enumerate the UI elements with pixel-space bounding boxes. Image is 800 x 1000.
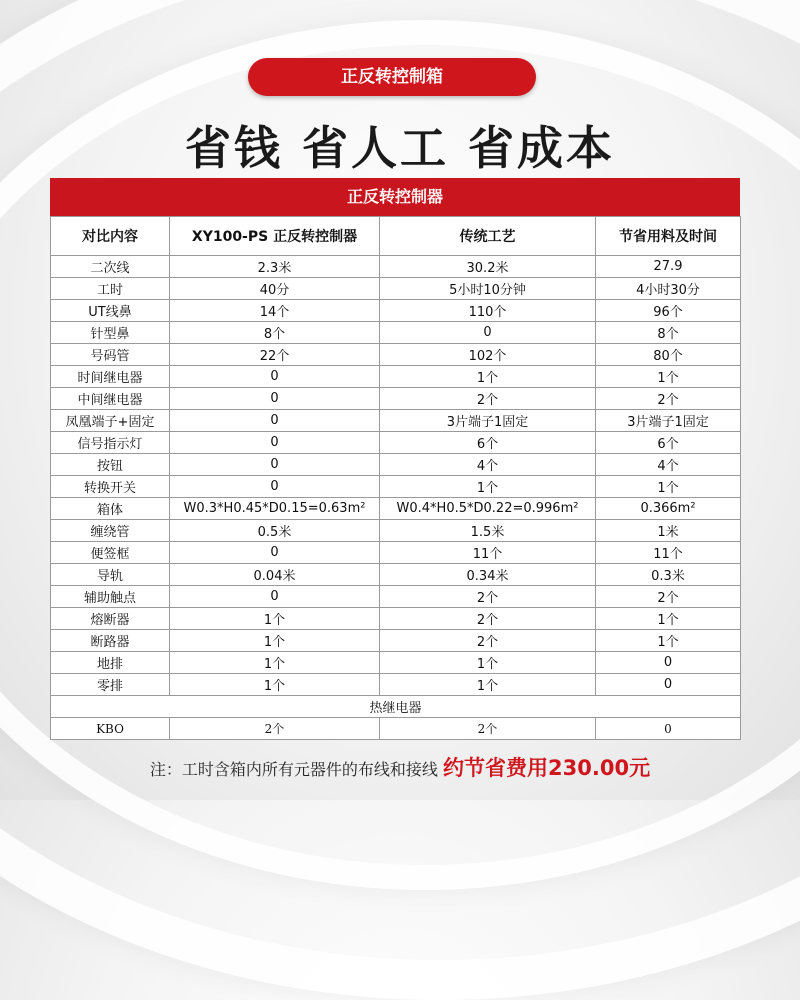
table-cell: 3片端子1固定 bbox=[380, 410, 596, 432]
table-cell: 8个 bbox=[596, 322, 741, 344]
table-cell: 1个 bbox=[170, 630, 380, 652]
table-cell: 1.5米 bbox=[380, 520, 596, 542]
table-cell: 1个 bbox=[380, 652, 596, 674]
table-cell: 1个 bbox=[596, 476, 741, 498]
table-cell: 22个 bbox=[170, 344, 380, 366]
table-cell: 0 bbox=[170, 432, 380, 454]
table-cell: 二次线 bbox=[51, 256, 170, 278]
table-cell: 0.5米 bbox=[170, 520, 380, 542]
table-row bbox=[51, 718, 741, 740]
table-row bbox=[51, 432, 741, 454]
table-row bbox=[51, 498, 741, 520]
table-cell: 箱体 bbox=[51, 498, 170, 520]
table-cell: 0 bbox=[170, 366, 380, 388]
table-cell: 11个 bbox=[596, 542, 741, 564]
table-cell: 2个 bbox=[596, 586, 741, 608]
table-cell: 0 bbox=[596, 674, 741, 696]
table-cell: 80个 bbox=[596, 344, 741, 366]
table-cell: 0 bbox=[596, 718, 741, 740]
column-header: 节省用料及时间 bbox=[596, 217, 741, 256]
table-cell: 1个 bbox=[380, 674, 596, 696]
table-row bbox=[51, 278, 741, 300]
table-cell: 转换开关 bbox=[51, 476, 170, 498]
table-cell: 0.34米 bbox=[380, 564, 596, 586]
table-cell: W0.4*H0.5*D0.22=0.996m² bbox=[380, 498, 596, 520]
table-cell: 1个 bbox=[380, 476, 596, 498]
column-header: 传统工艺 bbox=[380, 217, 596, 256]
table-cell: 2个 bbox=[380, 718, 596, 740]
table-row bbox=[51, 366, 741, 388]
table-cell: 便签框 bbox=[51, 542, 170, 564]
table-row bbox=[51, 322, 741, 344]
table-cell: 14个 bbox=[170, 300, 380, 322]
savings-highlight: 约节省费用230.00元 bbox=[443, 756, 651, 780]
table-row bbox=[51, 586, 741, 608]
table-cell: 中间继电器 bbox=[51, 388, 170, 410]
section-row bbox=[51, 696, 741, 718]
table-cell: 102个 bbox=[380, 344, 596, 366]
table-cell: 1个 bbox=[170, 652, 380, 674]
footnote bbox=[0, 752, 800, 782]
table-cell: 0 bbox=[596, 652, 741, 674]
table-header-row bbox=[51, 217, 741, 256]
table-title: 正反转控制器 bbox=[50, 178, 740, 216]
table-cell: 5小时10分钟 bbox=[380, 278, 596, 300]
table-cell: 1个 bbox=[596, 608, 741, 630]
table-cell: 导轨 bbox=[51, 564, 170, 586]
table-cell: 6个 bbox=[380, 432, 596, 454]
table-cell: 0.3米 bbox=[596, 564, 741, 586]
table-row bbox=[51, 608, 741, 630]
table-cell: 1个 bbox=[170, 674, 380, 696]
table-cell: 11个 bbox=[380, 542, 596, 564]
footnote-text: 注：工时含箱内所有元器件的布线和接线 bbox=[149, 760, 438, 779]
table-row bbox=[51, 344, 741, 366]
table-cell: 1个 bbox=[596, 366, 741, 388]
table-cell: 按钮 bbox=[51, 454, 170, 476]
table-cell: 1个 bbox=[170, 608, 380, 630]
table-cell: 96个 bbox=[596, 300, 741, 322]
table-cell: 4个 bbox=[596, 454, 741, 476]
table-cell: 2个 bbox=[380, 586, 596, 608]
comparison-table bbox=[50, 216, 741, 740]
table-cell: 0 bbox=[170, 410, 380, 432]
table-cell: 号码管 bbox=[51, 344, 170, 366]
table-cell: UT线鼻 bbox=[51, 300, 170, 322]
table-row bbox=[51, 564, 741, 586]
table-cell: 8个 bbox=[170, 322, 380, 344]
table-cell: 1个 bbox=[380, 366, 596, 388]
table-row bbox=[51, 542, 741, 564]
table-cell: 0 bbox=[170, 586, 380, 608]
column-header: XY100-PS 正反转控制器 bbox=[170, 217, 380, 256]
table-cell: 0 bbox=[170, 542, 380, 564]
table-row bbox=[51, 476, 741, 498]
table-cell: 0.04米 bbox=[170, 564, 380, 586]
table-row bbox=[51, 256, 741, 278]
table-cell: 27.9 bbox=[596, 256, 741, 278]
table-body bbox=[51, 256, 741, 740]
table-cell: 110个 bbox=[380, 300, 596, 322]
table-cell: 2个 bbox=[170, 718, 380, 740]
table-cell: 30.2米 bbox=[380, 256, 596, 278]
table-cell: 3片端子1固定 bbox=[596, 410, 741, 432]
section-label: 热继电器 bbox=[51, 696, 741, 718]
comparison-table-container bbox=[50, 178, 740, 740]
table-cell: 信号指示灯 bbox=[51, 432, 170, 454]
table-cell: 0.366m² bbox=[596, 498, 741, 520]
table-cell: 辅助触点 bbox=[51, 586, 170, 608]
table-cell: 4小时30分 bbox=[596, 278, 741, 300]
table-cell: 0 bbox=[170, 388, 380, 410]
table-row bbox=[51, 520, 741, 542]
table-row bbox=[51, 388, 741, 410]
table-cell: 1米 bbox=[596, 520, 741, 542]
table-cell: KBO bbox=[51, 718, 170, 740]
table-cell: 2个 bbox=[380, 608, 596, 630]
table-cell: 缠绕管 bbox=[51, 520, 170, 542]
table-cell: 时间继电器 bbox=[51, 366, 170, 388]
table-cell: 地排 bbox=[51, 652, 170, 674]
table-cell: 零排 bbox=[51, 674, 170, 696]
table-row bbox=[51, 630, 741, 652]
table-cell: 凤凰端子+固定 bbox=[51, 410, 170, 432]
table-cell: 2个 bbox=[596, 388, 741, 410]
table-cell: 工时 bbox=[51, 278, 170, 300]
table-row bbox=[51, 410, 741, 432]
table-cell: 针型鼻 bbox=[51, 322, 170, 344]
table-cell: 2个 bbox=[380, 630, 596, 652]
table-cell: 0 bbox=[170, 476, 380, 498]
table-cell: 断路器 bbox=[51, 630, 170, 652]
product-banner: 正反转控制箱 bbox=[248, 58, 536, 96]
table-row bbox=[51, 652, 741, 674]
table-row bbox=[51, 674, 741, 696]
table-cell: 4个 bbox=[380, 454, 596, 476]
table-row bbox=[51, 300, 741, 322]
table-cell: 6个 bbox=[596, 432, 741, 454]
table-cell: 2.3米 bbox=[170, 256, 380, 278]
column-header: 对比内容 bbox=[51, 217, 170, 256]
table-cell: 0 bbox=[380, 322, 596, 344]
table-cell: 40分 bbox=[170, 278, 380, 300]
table-cell: 熔断器 bbox=[51, 608, 170, 630]
slogan-heading: 省钱 省人工 省成本 bbox=[184, 121, 616, 175]
table-row bbox=[51, 454, 741, 476]
table-cell: W0.3*H0.45*D0.15=0.63m² bbox=[170, 498, 380, 520]
table-cell: 0 bbox=[170, 454, 380, 476]
table-cell: 2个 bbox=[380, 388, 596, 410]
table-cell: 1个 bbox=[596, 630, 741, 652]
